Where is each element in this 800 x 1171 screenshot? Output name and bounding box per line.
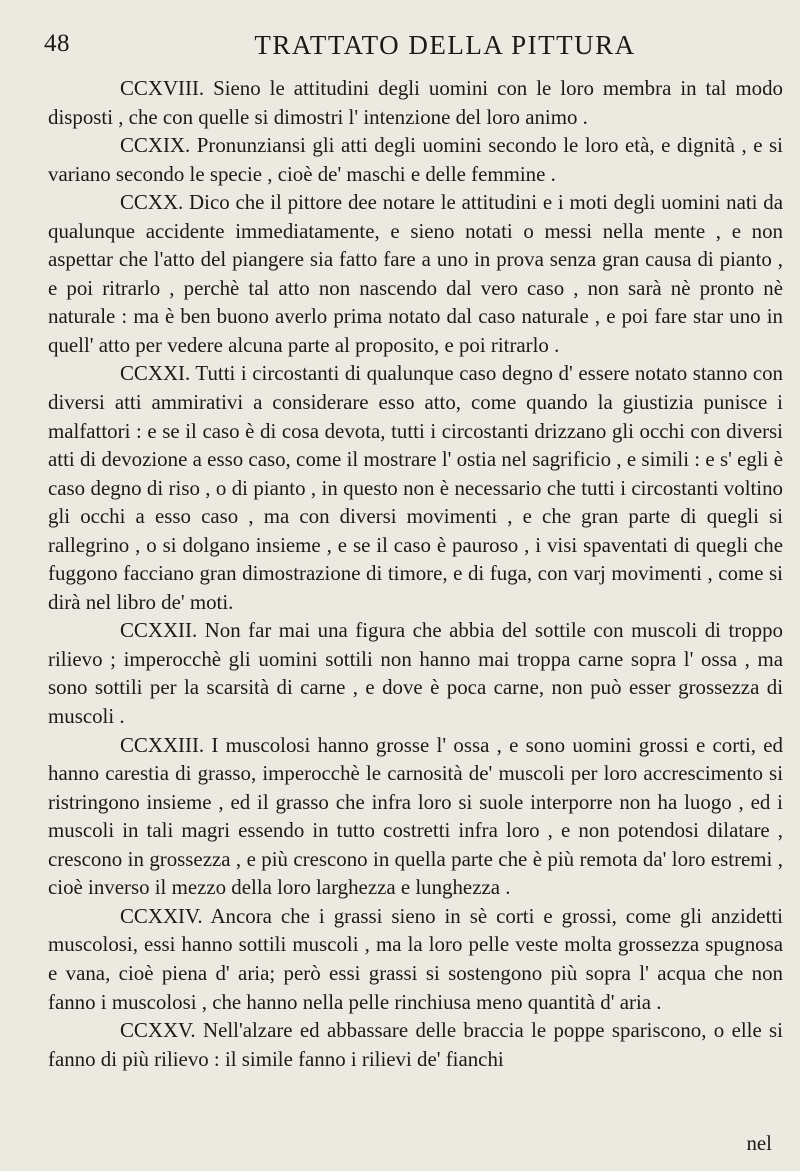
paragraph-ccxxii: CCXXII. Non far mai una figura che abbia del sottile con muscoli di troppo rilievo ; imperocchè gli uomini sottili non hanno mai troppa carne sopra l' ossa , ma sono sottili per la scarsità di carne , e dove è poca carne, non può esser grossezza di muscoli . xyxy=(48,618,783,729)
paragraph-ccxxi: CCXXI. Tutti i circostanti di qualunque caso degno d' essere notato stanno con diversi atti ammirativi a considerare esso atto, come quando la giustizia punisce i malfattori : e se il caso è di cosa devota, tutti i circostanti drizzano gli occhi con diversi atti di devozione a esso caso, come il mostrare l' ostia nel sagrificio , e simili : e s' egli è caso degno di riso , o di pianto , in questo non è necessario che tutti i circostanti voltino gli occhi a esso caso , ma con diversi movimenti , e che gran parte di quegli si rallegrino , o si dolgano insieme , e se il caso è pauroso , i visi spaventati di quegli che fuggono facciano gran dimostrazione di timore, e di fuga, con varj movimenti , come si dirà nel libro de' moti. xyxy=(48,361,783,614)
paragraph-ccxviii: CCXVIII. Sieno le attitudini degli uomini con le loro membra in tal modo disposti , che con quelle si dimostri l' intenzione del loro animo . xyxy=(48,76,783,129)
page-header xyxy=(40,20,780,64)
page-number: 48 xyxy=(44,30,70,57)
paragraph-ccxx: CCXX. Dico che il pittore dee notare le attitudini e i moti degli uomini nati da qualunque accidente immediatamente, e sieno notati o messi nella mente , e non aspettar che l'atto del piangere sia fatto fare a uno in prova senza gran causa di pianto , e poi ritrarlo , perchè tal atto non nascendo dal vero caso , non sarà nè pronto nè naturale : ma è ben buono averlo prima notato dal caso naturale , e poi fare star uno in quell' atto per vedere alcuna parte al proposito, e poi ritrarlo . xyxy=(48,190,783,357)
catchword: nel xyxy=(746,1131,772,1155)
paragraph-ccxxv: CCXXV. Nell'alzare ed abbassare delle braccia le poppe spariscono, o elle si fanno di più rilievo : il simile fanno i rilievi de' fianchi xyxy=(48,1018,783,1071)
paragraph-ccxxiii: CCXXIII. I muscolosi hanno grosse l' ossa , e sono uomini grossi e corti, ed hanno carestia di grasso, imperocchè le carnosità de' muscoli per loro accrescimento si ristringono insieme , ed il grasso che infra loro si suole interporre non ha luogo , ed i muscoli in tali magri essendo in tutto costretti infra loro , e non potendosi dilatare , crescono in grossezza , e più crescono in quella parte che è più remota da' loro estremi , cioè inverso il mezzo della loro larghezza e lunghezza . xyxy=(48,732,783,900)
running-title: TRATTATO DELLA PITTURA xyxy=(254,30,636,60)
paragraph-ccxxiv: CCXXIV. Ancora che i grassi sieno in sè corti e grossi, come gli anzidetti muscolosi, essi hanno sottili muscoli , ma la loro pelle veste molta grossezza spugnosa e vana, cioè piena d' aria; però essi grassi si sostengono più sopra l' acqua che non fanno i muscolosi , che hanno nella pelle rinchiusa meno quantità d' aria . xyxy=(48,903,783,1014)
page-body xyxy=(48,74,783,1073)
paragraph-ccxix: CCXIX. Pronunziansi gli atti degli uomini secondo le loro età, e dignità , e si variano secondo le specie , cioè de' maschi e delle femmine . xyxy=(48,133,783,186)
